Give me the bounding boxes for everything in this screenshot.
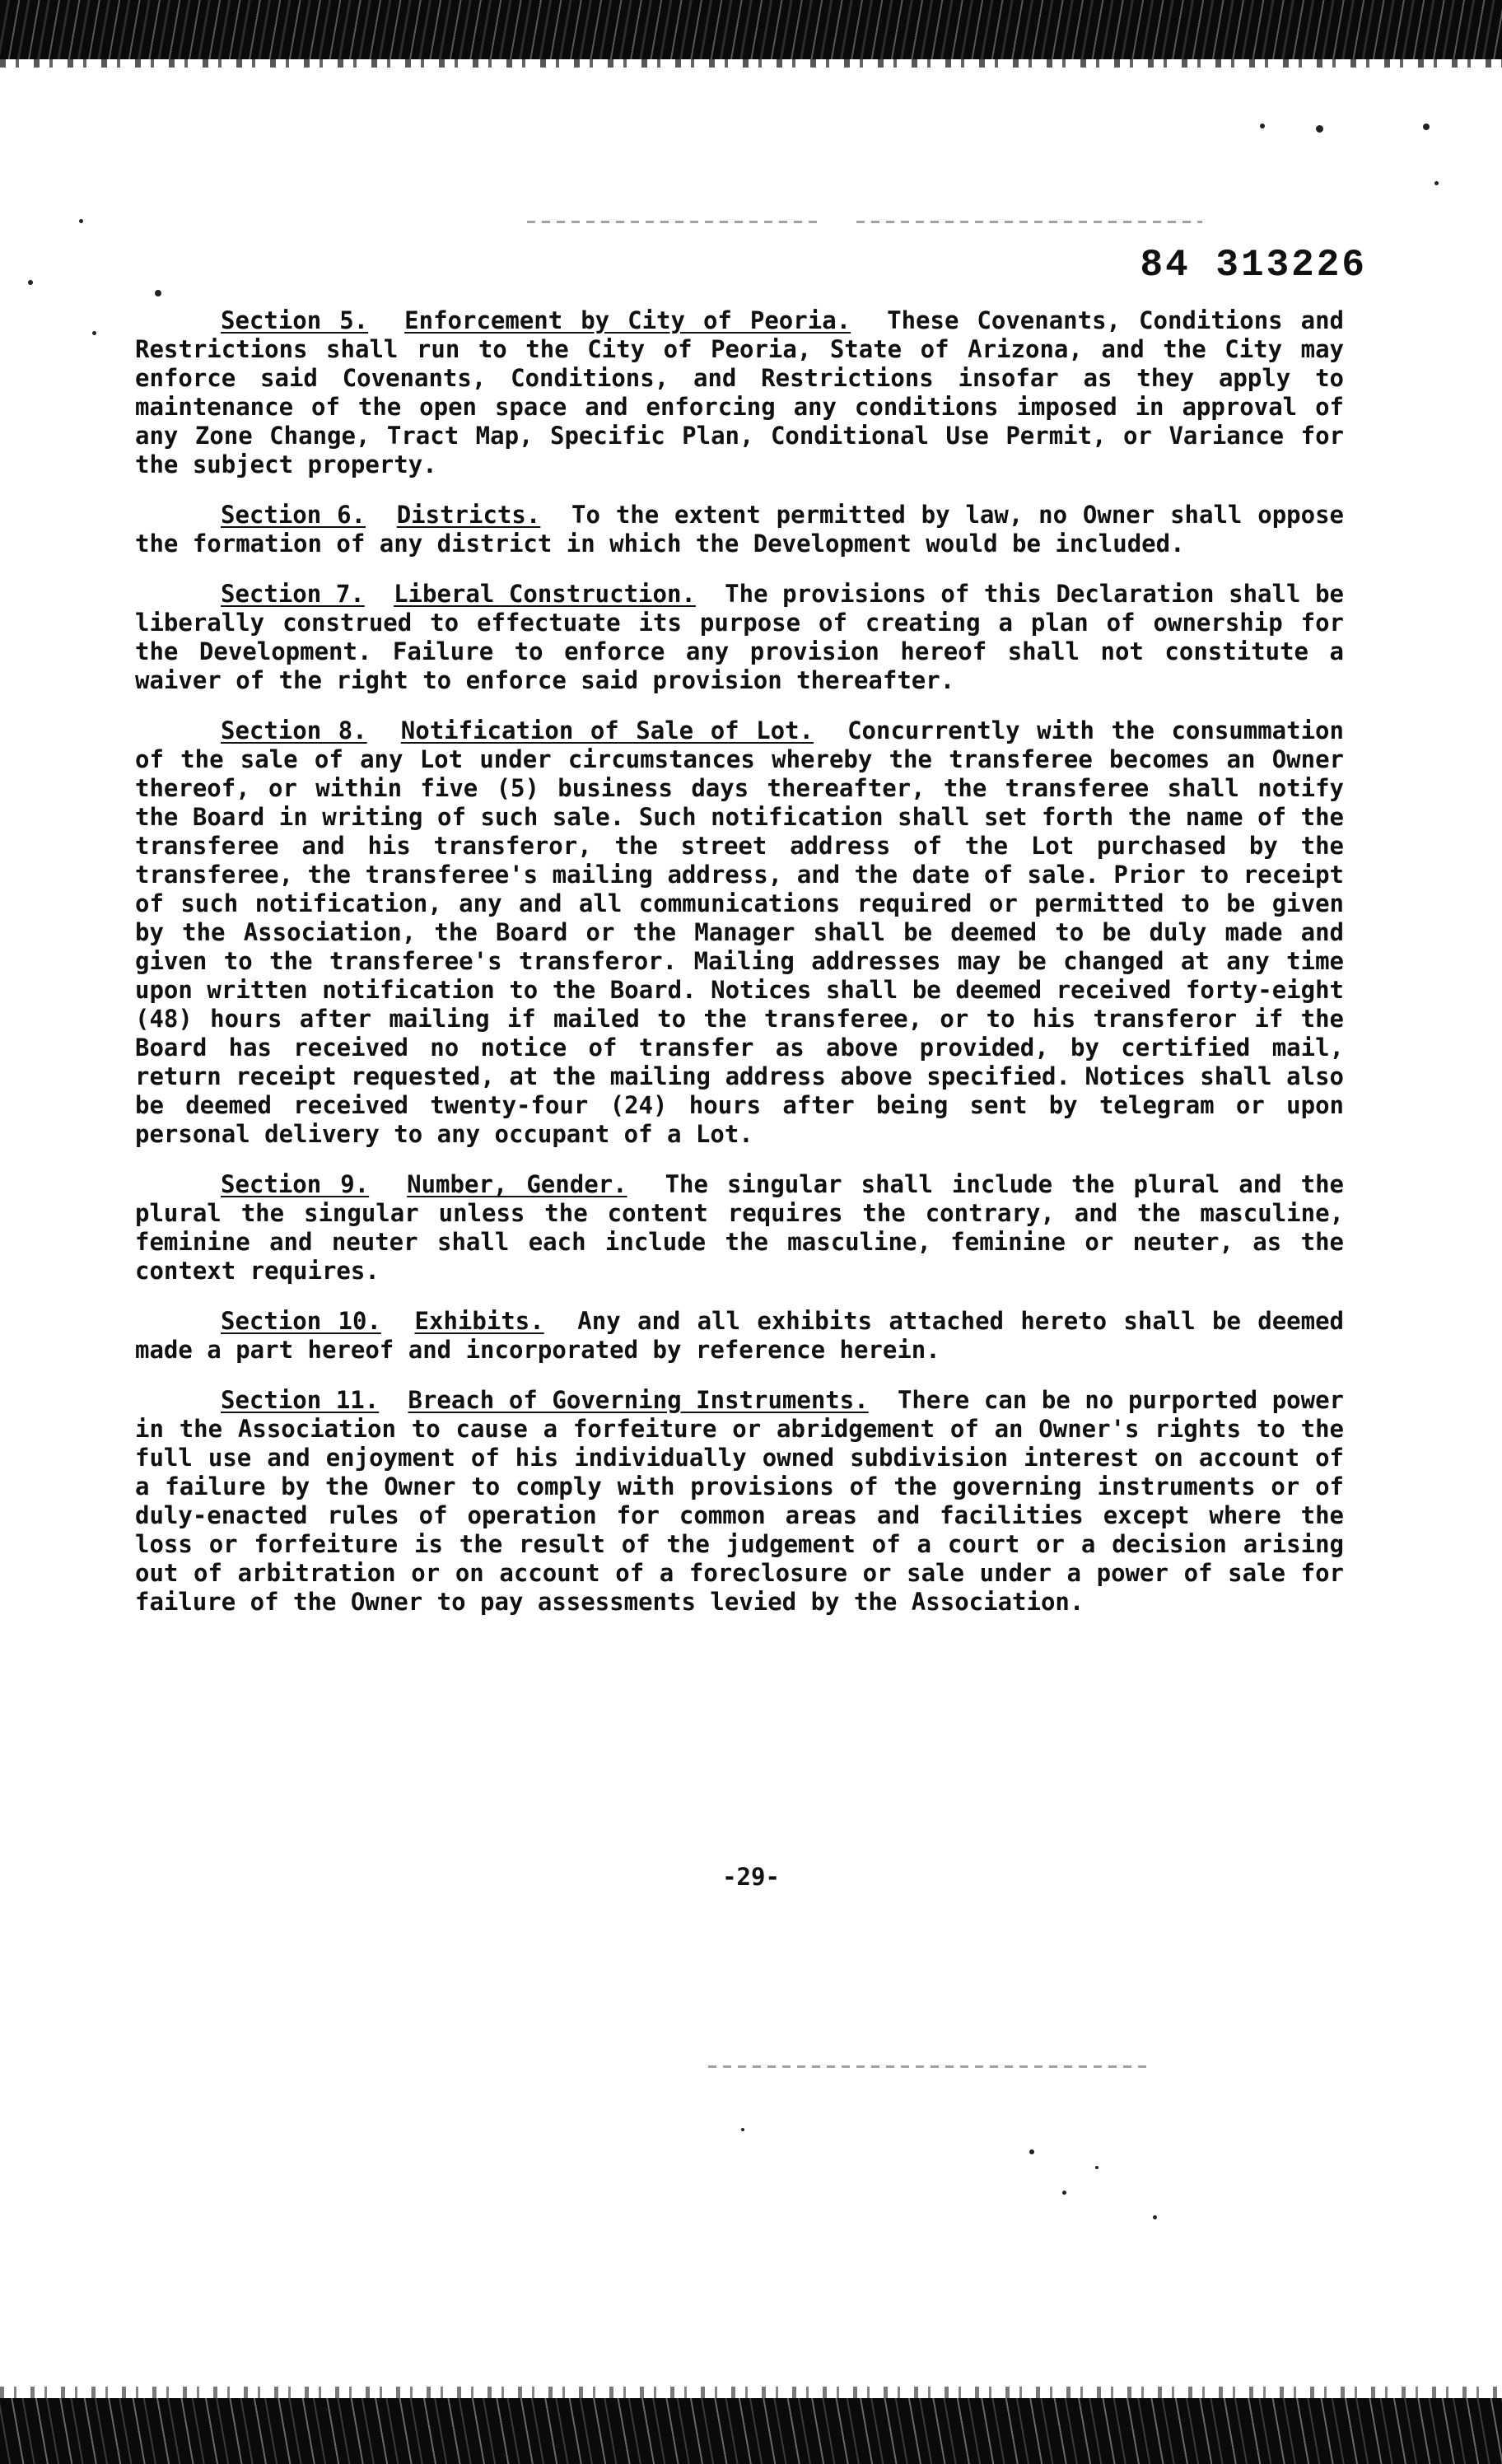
section-title: Breach of Governing Instruments. [408,1386,869,1414]
section-5 [135,306,1344,479]
section-10 [135,1307,1344,1365]
scan-speck [1029,2149,1034,2154]
section-number: Section 6. [221,501,366,529]
section-number: Section 5. [221,306,369,334]
scan-speck [1316,125,1323,133]
scan-artifact-line [708,2065,1153,2068]
scan-speck [1062,2191,1066,2195]
scan-speck [1423,124,1430,130]
scan-speck [741,2128,744,2131]
scan-speck [1434,181,1439,185]
recording-number: 84 313226 [1140,244,1367,287]
scan-border-bottom [0,2398,1502,2464]
section-text: There can be no purported power in the Association to cause a forfeiture or abridgement of an Owner's rights to the full use and enjoyment of his individually owned subdivision interest on account of a failure by the Owner to comply with provisions of the governing instruments or of duly-enacted rules of operation for common areas and facilities except where the loss or forfeiture is the result of the judgement of a court or a decision arising out of arbitration or on account of a foreclosure or sale under a power of sale for failure of the Owner to pay assessments levied by the Association. [135,1386,1345,1616]
scan-speck [92,331,96,335]
document-body [135,306,1344,1638]
scan-border-top-edge [0,59,1502,68]
scan-speck [1153,2215,1157,2219]
section-text: Concurrently with the consummation of the sale of any Lot under circumstances whereby the transferee becomes an Owner thereof, or within five (5) business days thereafter, the transferee shall notify the Board in writing of such sale. Such notification shall set forth the name of the transferee and his transferor, the street address of the Lot purchased by the transferee, the transferee's mailing address, and the date of sale. Prior to receipt of such notification, any and all communications required or permitted to be given by the Association, the Board or the Manager shall be deemed to be duly made and given to the transferee's transferor. Mailing addresses may be changed at any time upon written notification to the Board. Notices shall be deemed received forty-eight (48) hours after mailing if mailed to the transferee, or to his transferor if the Board has received no notice of transfer as above provided, by certified mail, return receipt requested, at the mailing address above specified. Notices shall also be deemed received twenty-four (24) hours after being sent by telegram or upon personal delivery to any occupant of a Lot. [135,716,1344,1148]
section-8 [135,716,1344,1149]
section-number: Section 11. [221,1386,380,1414]
section-title: Exhibits. [414,1307,544,1335]
scan-border-bottom-edge [0,2387,1502,2398]
section-number: Section 8. [221,716,367,744]
section-text: The singular shall include the plural and the plural the singular unless the content requires the contrary, and the masculine, feminine and neuter shall each include the masculine, feminine or neuter, as the context requires. [135,1170,1344,1285]
section-text: The provisions of this Declaration shall be liberally construed to effectuate its purpose of creating a plan of ownership for the Development. Failure to enforce any provision hereof shall not constitute a waiver of the right to enforce said provision thereafter. [135,580,1344,694]
section-number: Section 9. [221,1170,370,1198]
section-title: Notification of Sale of Lot. [400,716,814,744]
section-text: Any and all exhibits attached hereto shall be deemed made a part hereof and incorporated by reference herein. [135,1307,1344,1364]
section-title: Enforcement by City of Peoria. [404,306,851,334]
section-title: Liberal Construction. [394,580,696,608]
scan-artifact-line [527,221,823,223]
scan-speck [28,280,33,285]
scan-border-top [0,0,1502,59]
scan-speck [79,219,83,223]
section-title: Number, Gender. [407,1170,627,1198]
section-text: To the extent permitted by law, no Owner shall oppose the formation of any district in which the Development would be included. [135,501,1344,558]
section-title: Districts. [396,501,541,529]
section-11 [135,1386,1344,1617]
scan-artifact-line [856,221,1202,223]
section-number: Section 7. [221,580,365,608]
section-7 [135,580,1344,695]
section-9 [135,1170,1344,1286]
section-number: Section 10. [221,1307,381,1335]
section-6 [135,501,1344,558]
scan-speck [1095,2166,1099,2169]
page-number: -29- [722,1863,780,1891]
scan-speck [1260,124,1265,128]
section-text: These Covenants, Conditions and Restrictions shall run to the City of Peoria, State of Arizona, and the City may enforce said Covenants, Conditions, and Restrictions insofar as they apply to maintenance of the open space and enforcing any conditions imposed in approval of any Zone Change, Tract Map, Specific Plan, Conditional Use Permit, or Variance for the subject property. [135,306,1344,478]
scan-speck [155,290,161,296]
